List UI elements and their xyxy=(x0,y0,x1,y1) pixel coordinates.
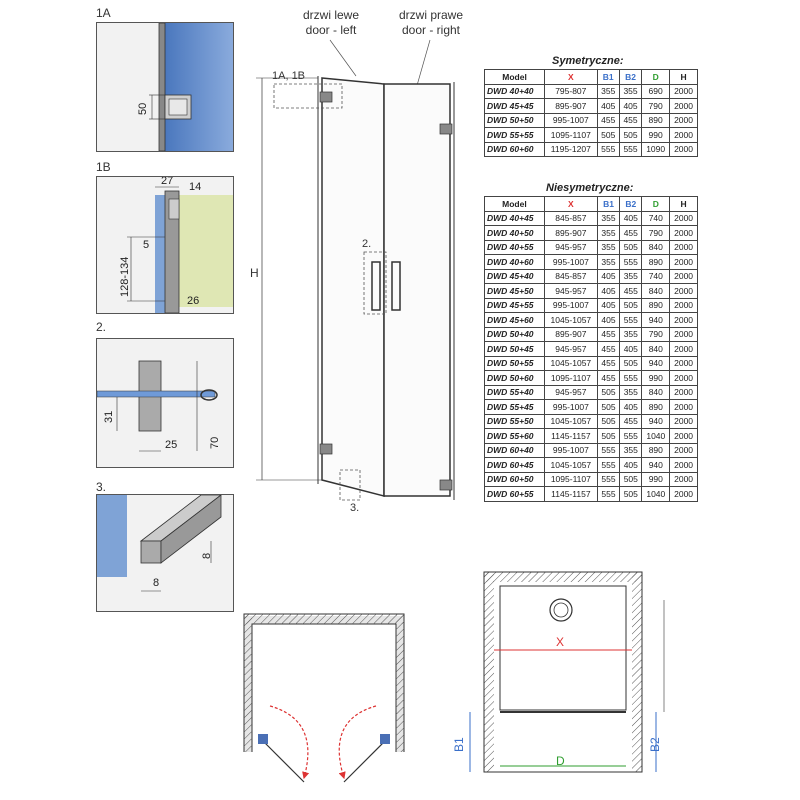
asymmetric-cell-b1: 455 xyxy=(597,371,619,386)
asymmetric-cell-x: 845-857 xyxy=(544,211,597,226)
asymmetric-cell-d: 990 xyxy=(642,371,670,386)
asymmetric-cell-d: 840 xyxy=(642,342,670,357)
detail-3-dim-height: 8 xyxy=(201,552,213,559)
symmetric-header-d: D xyxy=(642,70,670,85)
symmetric-cell-h: 2000 xyxy=(670,113,698,128)
asymmetric-cell-b2: 455 xyxy=(620,284,642,299)
symmetric-cell-h: 2000 xyxy=(670,99,698,114)
asymmetric-cell-model: DWD 45+55 xyxy=(485,298,545,313)
symmetric-header-x: X xyxy=(545,70,597,85)
asymmetric-cell-b1: 505 xyxy=(597,400,619,415)
asymmetric-cell-b1: 455 xyxy=(597,342,619,357)
asymmetric-cell-d: 740 xyxy=(642,211,670,226)
symmetric-cell-b1: 455 xyxy=(597,113,619,128)
symmetric-cell-h: 2000 xyxy=(670,84,698,99)
asymmetric-cell-h: 2000 xyxy=(670,487,698,502)
asymmetric-cell-b1: 355 xyxy=(597,226,619,241)
asymmetric-cell-b2: 555 xyxy=(620,371,642,386)
plan-swing-hatch-top xyxy=(244,614,404,624)
symmetric-cell-d: 890 xyxy=(642,113,670,128)
asymmetric-header-b1: B1 xyxy=(597,197,619,212)
plan-swing-walls xyxy=(248,620,400,752)
asymmetric-cell-d: 890 xyxy=(642,400,670,415)
plan-hinge-right xyxy=(380,734,390,744)
asymmetric-cell-h: 2000 xyxy=(670,385,698,400)
asymmetric-cell-x: 995-1007 xyxy=(544,400,597,415)
plan-b1-label: B1 xyxy=(452,737,466,752)
symmetric-cell-x: 1095-1107 xyxy=(545,128,597,143)
asymmetric-cell-model: DWD 50+40 xyxy=(485,327,545,342)
asymmetric-cell-b2: 505 xyxy=(620,356,642,371)
symmetric-cell-x: 995-1007 xyxy=(545,113,597,128)
asymmetric-cell-b1: 405 xyxy=(597,313,619,328)
asymmetric-cell-h: 2000 xyxy=(670,269,698,284)
detail-2-dim-25: 25 xyxy=(165,439,178,451)
symmetric-cell-x: 1195-1207 xyxy=(545,142,597,157)
asymmetric-cell-d: 940 xyxy=(642,313,670,328)
detail-2-dim-31: 31 xyxy=(103,410,115,423)
symmetric-header-h: H xyxy=(670,70,698,85)
asymmetric-cell-b2: 555 xyxy=(620,429,642,444)
asymmetric-cell-h: 2000 xyxy=(670,327,698,342)
asymmetric-cell-b2: 405 xyxy=(620,342,642,357)
asymmetric-cell-h: 2000 xyxy=(670,356,698,371)
asymmetric-cell-h: 2000 xyxy=(670,313,698,328)
asymmetric-title: Niesymetryczne: xyxy=(546,182,634,194)
asymmetric-cell-x: 945-957 xyxy=(544,284,597,299)
plan-swing-hatch-left xyxy=(244,614,252,752)
detail-1b-dim-26: 26 xyxy=(187,295,200,307)
asymmetric-cell-model: DWD 40+60 xyxy=(485,255,545,270)
asymmetric-cell-d: 940 xyxy=(642,356,670,371)
asymmetric-cell-b2: 505 xyxy=(620,240,642,255)
symmetric-cell-model: DWD 40+40 xyxy=(485,84,545,99)
asymmetric-cell-b1: 505 xyxy=(597,414,619,429)
asymmetric-cell-x: 995-1007 xyxy=(544,255,597,270)
detail-1a-dim: 50 xyxy=(137,102,149,115)
asymmetric-cell-h: 2000 xyxy=(670,400,698,415)
asymmetric-cell-b2: 355 xyxy=(620,385,642,400)
asymmetric-cell-d: 790 xyxy=(642,327,670,342)
asymmetric-cell-x: 945-957 xyxy=(544,240,597,255)
asymmetric-cell-h: 2000 xyxy=(670,240,698,255)
asymmetric-cell-x: 945-957 xyxy=(544,385,597,400)
asymmetric-cell-x: 1045-1057 xyxy=(544,313,597,328)
asymmetric-cell-b1: 405 xyxy=(597,284,619,299)
asymmetric-cell-x: 895-907 xyxy=(544,327,597,342)
plan-swing-hatch-right xyxy=(396,614,404,752)
symmetric-cell-model: DWD 50+50 xyxy=(485,113,545,128)
symmetric-cell-d: 1090 xyxy=(642,142,670,157)
asymmetric-header-x: X xyxy=(544,197,597,212)
detail-2-label: 2. xyxy=(96,320,107,334)
asymmetric-cell-x: 1045-1057 xyxy=(544,458,597,473)
asymmetric-cell-h: 2000 xyxy=(670,226,698,241)
symmetric-cell-d: 790 xyxy=(642,99,670,114)
asymmetric-cell-h: 2000 xyxy=(670,298,698,313)
asymmetric-cell-b2: 505 xyxy=(620,472,642,487)
detail-3-dim-width: 8 xyxy=(153,577,160,589)
asymmetric-cell-model: DWD 60+50 xyxy=(485,472,545,487)
plan-dim-hatch-top xyxy=(484,572,642,582)
detail-1b-dim-5: 5 xyxy=(143,239,150,251)
symmetric-cell-h: 2000 xyxy=(670,142,698,157)
symmetric-header-b1: B1 xyxy=(597,70,619,85)
asymmetric-cell-h: 2000 xyxy=(670,342,698,357)
asymmetric-cell-model: DWD 60+45 xyxy=(485,458,545,473)
asymmetric-cell-d: 1040 xyxy=(642,487,670,502)
asymmetric-cell-d: 1040 xyxy=(642,429,670,444)
symmetric-header-b2: B2 xyxy=(619,70,641,85)
plan-d-label: D xyxy=(556,754,565,768)
door-left-caption-pl: drzwi lewe xyxy=(302,8,359,22)
asymmetric-cell-b1: 405 xyxy=(597,269,619,284)
symmetric-cell-x: 795-807 xyxy=(545,84,597,99)
symmetric-cell-b2: 455 xyxy=(619,113,641,128)
height-label: H xyxy=(250,266,259,280)
plan-b2-label: B2 xyxy=(648,737,662,752)
asymmetric-cell-h: 2000 xyxy=(670,458,698,473)
asymmetric-cell-b2: 455 xyxy=(620,226,642,241)
asymmetric-cell-h: 2000 xyxy=(670,443,698,458)
detail-3-label: 3. xyxy=(96,480,107,494)
detail-1b-dim-128: 128-134 xyxy=(119,256,131,297)
asymmetric-cell-model: DWD 40+50 xyxy=(485,226,545,241)
asymmetric-cell-b2: 355 xyxy=(620,327,642,342)
detail-1a-label: 1A xyxy=(96,6,111,20)
plan-dim-hatch-left xyxy=(484,572,494,772)
symmetric-cell-b2: 555 xyxy=(619,142,641,157)
asymmetric-cell-b2: 505 xyxy=(620,298,642,313)
asymmetric-cell-h: 2000 xyxy=(670,429,698,444)
symmetric-cell-b2: 405 xyxy=(619,99,641,114)
symmetric-cell-b2: 505 xyxy=(619,128,641,143)
door-right-caption-pl: drzwi prawe xyxy=(398,8,464,22)
asymmetric-cell-b1: 555 xyxy=(597,458,619,473)
detail-1b-dim-14: 14 xyxy=(189,181,202,193)
asymmetric-cell-d: 890 xyxy=(642,298,670,313)
asymmetric-cell-model: DWD 45+60 xyxy=(485,313,545,328)
symmetric-cell-d: 990 xyxy=(642,128,670,143)
detail-1b-label: 1B xyxy=(96,160,111,174)
asymmetric-cell-h: 2000 xyxy=(670,371,698,386)
asymmetric-cell-b1: 455 xyxy=(597,327,619,342)
plan-swing-arc-right xyxy=(339,706,376,778)
asymmetric-cell-d: 890 xyxy=(642,255,670,270)
asymmetric-cell-model: DWD 50+55 xyxy=(485,356,545,371)
asymmetric-header-h: H xyxy=(670,197,698,212)
symmetric-cell-b1: 405 xyxy=(597,99,619,114)
asymmetric-cell-model: DWD 60+55 xyxy=(485,487,545,502)
asymmetric-cell-d: 840 xyxy=(642,240,670,255)
symmetric-cell-x: 895-907 xyxy=(545,99,597,114)
symmetric-cell-b1: 355 xyxy=(597,84,619,99)
asymmetric-cell-h: 2000 xyxy=(670,255,698,270)
asymmetric-cell-x: 1095-1107 xyxy=(544,371,597,386)
symmetric-cell-d: 690 xyxy=(642,84,670,99)
asymmetric-cell-b2: 405 xyxy=(620,211,642,226)
asymmetric-cell-model: DWD 45+40 xyxy=(485,269,545,284)
asymmetric-cell-model: DWD 55+60 xyxy=(485,429,545,444)
asymmetric-cell-d: 890 xyxy=(642,443,670,458)
asymmetric-cell-h: 2000 xyxy=(670,284,698,299)
symmetric-cell-b1: 555 xyxy=(597,142,619,157)
asymmetric-cell-x: 1145-1157 xyxy=(544,487,597,502)
asymmetric-cell-b2: 355 xyxy=(620,443,642,458)
asymmetric-cell-x: 995-1007 xyxy=(544,298,597,313)
plan-dim-hatch-right xyxy=(632,572,642,772)
callout-2-label: 2. xyxy=(362,238,372,250)
symmetric-cell-model: DWD 55+55 xyxy=(485,128,545,143)
asymmetric-cell-model: DWD 60+40 xyxy=(485,443,545,458)
asymmetric-cell-model: DWD 50+60 xyxy=(485,371,545,386)
asymmetric-cell-b2: 405 xyxy=(620,458,642,473)
asymmetric-cell-x: 1145-1157 xyxy=(544,429,597,444)
asymmetric-cell-b1: 355 xyxy=(597,240,619,255)
callout-3-label: 3. xyxy=(350,502,360,514)
asymmetric-cell-b2: 455 xyxy=(620,414,642,429)
asymmetric-cell-b2: 355 xyxy=(620,269,642,284)
asymmetric-cell-b1: 505 xyxy=(597,429,619,444)
asymmetric-cell-h: 2000 xyxy=(670,472,698,487)
asymmetric-cell-h: 2000 xyxy=(670,414,698,429)
asymmetric-cell-d: 940 xyxy=(642,458,670,473)
asymmetric-cell-b2: 555 xyxy=(620,255,642,270)
door-right-caption-en: door - right xyxy=(401,23,461,37)
asymmetric-cell-x: 995-1007 xyxy=(544,443,597,458)
asymmetric-cell-d: 790 xyxy=(642,226,670,241)
asymmetric-cell-b2: 405 xyxy=(620,400,642,415)
asymmetric-cell-x: 845-857 xyxy=(544,269,597,284)
plan-door-right-leaf xyxy=(344,740,386,782)
asymmetric-cell-b2: 555 xyxy=(620,313,642,328)
asymmetric-header-model: Model xyxy=(485,197,545,212)
asymmetric-cell-d: 740 xyxy=(642,269,670,284)
asymmetric-cell-d: 840 xyxy=(642,385,670,400)
asymmetric-header-d: D xyxy=(642,197,670,212)
symmetric-cell-b1: 505 xyxy=(597,128,619,143)
asymmetric-cell-b1: 355 xyxy=(597,211,619,226)
asymmetric-cell-x: 945-957 xyxy=(544,342,597,357)
symmetric-cell-model: DWD 60+60 xyxy=(485,142,545,157)
asymmetric-cell-d: 940 xyxy=(642,414,670,429)
asymmetric-cell-b1: 505 xyxy=(597,385,619,400)
asymmetric-cell-model: DWD 40+55 xyxy=(485,240,545,255)
asymmetric-cell-d: 840 xyxy=(642,284,670,299)
asymmetric-cell-x: 1045-1057 xyxy=(544,356,597,371)
asymmetric-cell-b1: 355 xyxy=(597,255,619,270)
detail-2-dim-70: 70 xyxy=(209,436,221,449)
asymmetric-cell-b1: 405 xyxy=(597,298,619,313)
plan-x-label: X xyxy=(556,635,565,649)
asymmetric-cell-x: 895-907 xyxy=(544,226,597,241)
asymmetric-cell-x: 1095-1107 xyxy=(544,472,597,487)
callout-1-label: 1A, 1B xyxy=(272,70,306,82)
asymmetric-cell-b2: 505 xyxy=(620,487,642,502)
symmetric-cell-b2: 355 xyxy=(619,84,641,99)
asymmetric-cell-model: DWD 50+45 xyxy=(485,342,545,357)
detail-1b-dim-27: 27 xyxy=(161,176,174,187)
asymmetric-cell-model: DWD 55+45 xyxy=(485,400,545,415)
asymmetric-cell-b1: 555 xyxy=(597,472,619,487)
asymmetric-cell-b1: 555 xyxy=(597,443,619,458)
door-left-caption-en: door - left xyxy=(305,23,357,37)
plan-door-left-leaf xyxy=(262,740,304,782)
asymmetric-cell-model: DWD 55+40 xyxy=(485,385,545,400)
symmetric-cell-model: DWD 45+45 xyxy=(485,99,545,114)
plan-swing-wall-outer xyxy=(244,614,404,752)
asymmetric-cell-model: DWD 40+45 xyxy=(485,211,545,226)
plan-swing-wall-inner xyxy=(252,624,396,752)
symmetric-title: Symetryczne: xyxy=(552,55,624,67)
asymmetric-cell-model: DWD 45+50 xyxy=(485,284,545,299)
asymmetric-cell-h: 2000 xyxy=(670,211,698,226)
asymmetric-cell-x: 1045-1057 xyxy=(544,414,597,429)
asymmetric-cell-d: 990 xyxy=(642,472,670,487)
symmetric-header-model: Model xyxy=(485,70,545,85)
asymmetric-cell-b1: 455 xyxy=(597,356,619,371)
asymmetric-header-b2: B2 xyxy=(620,197,642,212)
symmetric-cell-h: 2000 xyxy=(670,128,698,143)
asymmetric-cell-model: DWD 55+50 xyxy=(485,414,545,429)
plan-hinge-left xyxy=(258,734,268,744)
asymmetric-cell-b1: 555 xyxy=(597,487,619,502)
